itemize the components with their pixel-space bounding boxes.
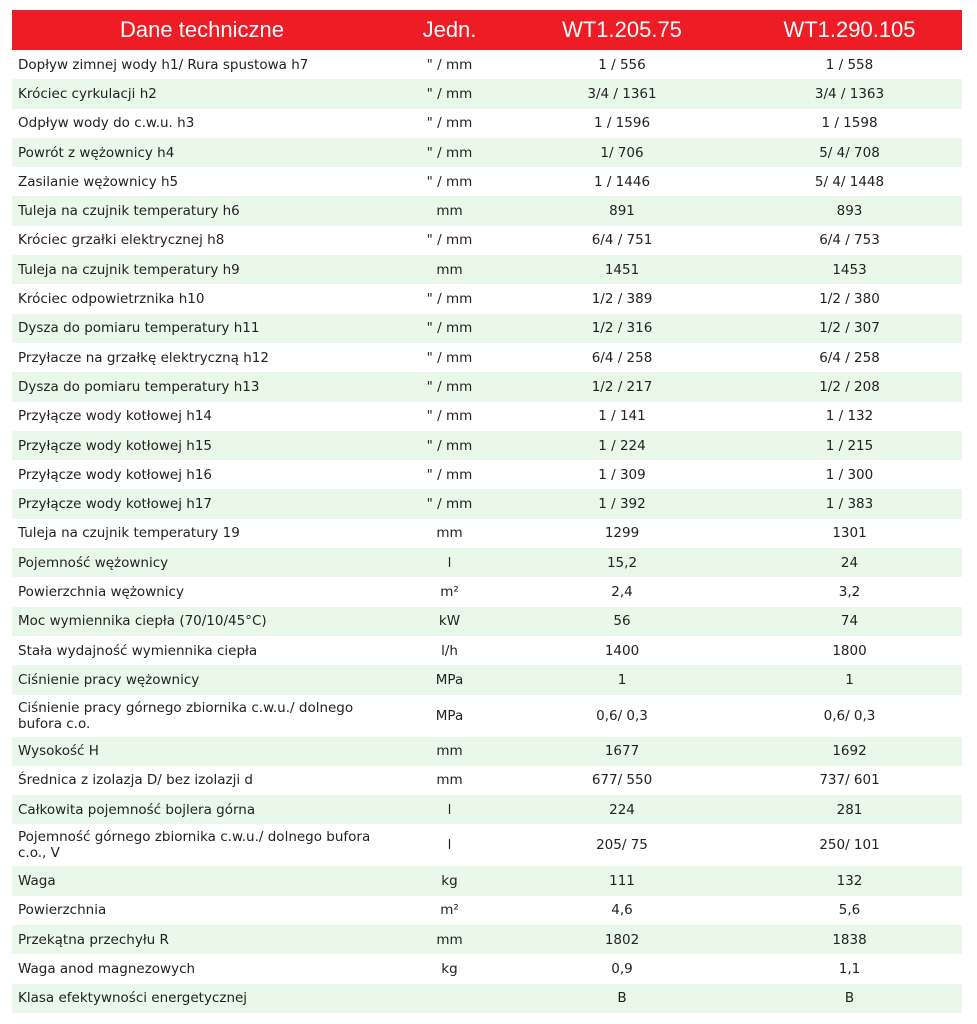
- table-row: [12, 577, 962, 606]
- row-value-model-1: 224: [609, 801, 635, 818]
- row-unit: " / mm: [426, 232, 473, 249]
- row-unit: " / mm: [426, 291, 473, 308]
- row-value-model-1: 1 / 556: [598, 56, 646, 73]
- row-value-model-2: 281: [836, 801, 863, 818]
- row-value-model-1: 1: [617, 671, 627, 688]
- row-param: Powrót z wężownicy h4: [18, 144, 175, 161]
- row-value-model-2: 1301: [832, 525, 867, 542]
- row-param: Pojemność wężownicy: [18, 554, 169, 571]
- row-value-model-1: 1 / 141: [598, 408, 646, 425]
- row-value-model-2: 250/ 101: [819, 837, 880, 854]
- table-row: [12, 343, 962, 372]
- row-param: Króciec grzałki elektrycznej h8: [18, 232, 225, 249]
- table-row: [12, 460, 962, 489]
- row-unit: m²: [440, 902, 459, 919]
- row-param: Zasilanie wężownicy h5: [18, 173, 179, 190]
- row-unit: " / mm: [426, 378, 473, 395]
- row-value-model-1: 1/2 / 217: [591, 378, 653, 395]
- table-row: [12, 984, 962, 1013]
- table-row: [12, 896, 962, 925]
- row-value-model-1: 205/ 75: [596, 837, 648, 854]
- row-value-model-1: 1 / 1596: [593, 115, 651, 132]
- row-param: Przyłącze wody kotłowej h17: [18, 496, 213, 513]
- technical-data-table: [12, 10, 962, 1013]
- row-value-model-2: 5,6: [838, 902, 861, 919]
- table-row: [12, 196, 962, 225]
- row-value-model-2: 893: [836, 203, 863, 220]
- row-param: Tuleja na czujnik temperatury 19: [18, 525, 240, 542]
- row-param: Pojemność górnego zbiornika c.w.u./ dolnego bufora c.o., V: [18, 829, 371, 862]
- row-value-model-2: 6/4 / 753: [819, 232, 880, 249]
- row-param: Powierzchnia wężownicy: [18, 583, 184, 600]
- row-value-model-2: B: [844, 990, 855, 1007]
- row-param: Moc wymiennika ciepła (70/10/45°C): [18, 613, 267, 630]
- row-unit: l: [447, 554, 452, 571]
- row-unit: l: [447, 837, 452, 854]
- header-row: [12, 10, 962, 50]
- row-param: Klasa efektywności energetycznej: [18, 990, 248, 1007]
- table-row: [12, 50, 962, 79]
- row-value-model-2: 5/ 4/ 708: [819, 144, 880, 161]
- row-value-model-1: 1400: [604, 642, 640, 659]
- table-row: [12, 665, 962, 694]
- row-value-model-1: B: [617, 990, 627, 1007]
- row-value-model-1: 1 / 224: [598, 437, 646, 454]
- technical-data-table-container: [12, 10, 962, 1013]
- row-value-model-1: 111: [609, 873, 635, 890]
- row-param: Przyłącze wody kotłowej h14: [18, 408, 213, 425]
- row-param: Całkowita pojemność bojlera górna: [18, 801, 256, 818]
- row-param: Ciśnienie pracy górnego zbiornika c.w.u./ dolnego bufora c.o.: [18, 699, 354, 732]
- table-row: [12, 372, 962, 401]
- row-unit: " / mm: [426, 56, 473, 73]
- row-unit: MPa: [435, 671, 464, 688]
- table-row: [12, 489, 962, 518]
- table-row: [12, 284, 962, 313]
- table-row: [12, 226, 962, 255]
- row-value-model-1: 1299: [604, 525, 640, 542]
- row-value-model-1: 15,2: [606, 554, 638, 571]
- row-param: Dysza do pomiaru temperatury h11: [18, 320, 260, 337]
- row-unit: " / mm: [426, 115, 473, 132]
- table-header: [12, 10, 962, 50]
- row-unit: [392, 984, 507, 1013]
- row-value-model-2: 1: [845, 671, 854, 688]
- row-value-model-1: 1 / 1446: [593, 173, 651, 190]
- table-body: [12, 50, 962, 1013]
- row-param: Przyłącze wody kotłowej h15: [18, 437, 213, 454]
- row-param: Powierzchnia: [18, 902, 107, 919]
- row-unit: kg: [441, 873, 458, 890]
- row-param: Dopływ zimnej wody h1/ Rura spustowa h7: [18, 56, 309, 73]
- table-row: [12, 314, 962, 343]
- table-row: [12, 167, 962, 196]
- table-row: [12, 138, 962, 167]
- row-value-model-2: 1 / 132: [825, 408, 874, 425]
- header-param: Dane techniczne: [120, 17, 284, 42]
- row-value-model-2: 1 / 1598: [821, 115, 878, 132]
- row-unit: mm: [436, 772, 463, 789]
- row-value-model-2: 1453: [832, 261, 867, 278]
- row-value-model-1: 1/2 / 316: [591, 320, 653, 337]
- row-value-model-2: 1 / 558: [825, 56, 874, 73]
- table-row: [12, 695, 962, 737]
- row-unit: " / mm: [426, 437, 473, 454]
- row-value-model-1: 1/2 / 389: [591, 291, 653, 308]
- row-param: Waga anod magnezowych: [18, 960, 196, 977]
- row-unit: " / mm: [426, 173, 473, 190]
- row-value-model-1: 6/4 / 258: [591, 349, 653, 366]
- row-value-model-1: 0,9: [611, 960, 633, 977]
- row-value-model-1: 1802: [604, 931, 640, 948]
- row-value-model-1: 1/ 706: [600, 144, 644, 161]
- row-unit: " / mm: [426, 85, 473, 102]
- row-unit: MPa: [435, 707, 464, 724]
- row-unit: mm: [436, 743, 463, 760]
- row-unit: " / mm: [426, 408, 473, 425]
- row-value-model-2: 1,1: [838, 960, 861, 977]
- table-row: [12, 519, 962, 548]
- header-model-1: WT1.205.75: [562, 17, 682, 42]
- row-value-model-2: 1/2 / 307: [819, 320, 880, 337]
- row-unit: m²: [440, 583, 459, 600]
- row-param: Przyłacze na grzałkę elektryczną h12: [18, 349, 269, 366]
- row-value-model-1: 4,6: [611, 902, 633, 919]
- row-value-model-2: 1692: [832, 743, 867, 760]
- row-param: Waga: [18, 873, 56, 890]
- row-unit: mm: [436, 931, 463, 948]
- row-value-model-2: 24: [840, 554, 859, 571]
- row-value-model-2: 5/ 4/ 1448: [814, 173, 885, 190]
- row-value-model-1: 1 / 392: [598, 496, 646, 513]
- row-value-model-1: 1677: [604, 743, 640, 760]
- row-unit: kg: [441, 960, 458, 977]
- table-row: [12, 866, 962, 895]
- row-param: Przyłącze wody kotłowej h16: [18, 466, 213, 483]
- row-value-model-2: 1 / 215: [825, 437, 874, 454]
- row-param: Wysokość H: [18, 743, 99, 760]
- row-param: Średnica z izolazja D/ bez izolazji d: [18, 772, 253, 789]
- row-value-model-2: 1 / 300: [825, 466, 874, 483]
- row-value-model-1: 56: [613, 613, 631, 630]
- table-row: [12, 548, 962, 577]
- row-unit: mm: [436, 525, 463, 542]
- row-value-model-1: 891: [609, 203, 635, 220]
- row-param: Odpływ wody do c.w.u. h3: [18, 115, 195, 132]
- row-param: Króciec cyrkulacji h2: [18, 85, 157, 102]
- header-unit: Jedn.: [422, 17, 477, 42]
- table-row: [12, 109, 962, 138]
- table-row: [12, 79, 962, 108]
- row-param: Dysza do pomiaru temperatury h13: [18, 378, 260, 395]
- row-param: Przekątna przechyłu R: [18, 931, 169, 948]
- table-row: [12, 636, 962, 665]
- row-param: Ciśnienie pracy wężownicy: [18, 671, 200, 688]
- row-value-model-2: 74: [840, 613, 859, 630]
- row-value-model-1: 1451: [604, 261, 640, 278]
- row-value-model-2: 6/4 / 258: [819, 349, 880, 366]
- table-row: [12, 402, 962, 431]
- row-value-model-1: 1 / 309: [598, 466, 646, 483]
- row-value-model-2: 0,6/ 0,3: [823, 707, 876, 724]
- row-value-model-1: 6/4 / 751: [591, 232, 653, 249]
- table-row: [12, 255, 962, 284]
- row-param: Króciec odpowietrznika h10: [18, 291, 205, 308]
- row-value-model-2: 1/2 / 380: [819, 291, 880, 308]
- row-param: Tuleja na czujnik temperatury h6: [18, 203, 240, 220]
- table-row: [12, 766, 962, 795]
- row-value-model-1: 0,6/ 0,3: [596, 707, 648, 724]
- row-unit: " / mm: [426, 320, 473, 337]
- table-row: [12, 431, 962, 460]
- row-value-model-2: 1800: [832, 642, 867, 659]
- row-param: Stała wydajność wymiennika ciepła: [18, 642, 258, 659]
- row-unit: " / mm: [426, 496, 473, 513]
- table-row: [12, 925, 962, 954]
- row-unit: l/h: [441, 642, 458, 659]
- row-value-model-2: 737/ 601: [819, 772, 880, 789]
- row-unit: " / mm: [426, 466, 473, 483]
- row-value-model-2: 132: [836, 873, 863, 890]
- row-value-model-2: 3,2: [838, 583, 861, 600]
- row-value-model-2: 1 / 383: [825, 496, 874, 513]
- row-param: Tuleja na czujnik temperatury h9: [18, 261, 240, 278]
- row-unit: " / mm: [426, 349, 473, 366]
- row-value-model-1: 677/ 550: [591, 772, 653, 789]
- row-value-model-2: 1/2 / 208: [819, 378, 880, 395]
- row-value-model-1: 3/4 / 1361: [587, 85, 657, 102]
- row-unit: l: [447, 801, 452, 818]
- table-row: [12, 607, 962, 636]
- row-unit: kW: [438, 613, 461, 630]
- row-value-model-1: 2,4: [611, 583, 633, 600]
- row-unit: " / mm: [426, 144, 473, 161]
- row-value-model-2: 3/4 / 1363: [814, 85, 885, 102]
- table-row: [12, 954, 962, 983]
- header-model-2: WT1.290.105: [783, 17, 916, 42]
- table-row: [12, 824, 962, 866]
- table-row: [12, 737, 962, 766]
- table-row: [12, 795, 962, 824]
- row-unit: mm: [436, 203, 463, 220]
- row-unit: mm: [436, 261, 463, 278]
- row-value-model-2: 1838: [832, 931, 867, 948]
